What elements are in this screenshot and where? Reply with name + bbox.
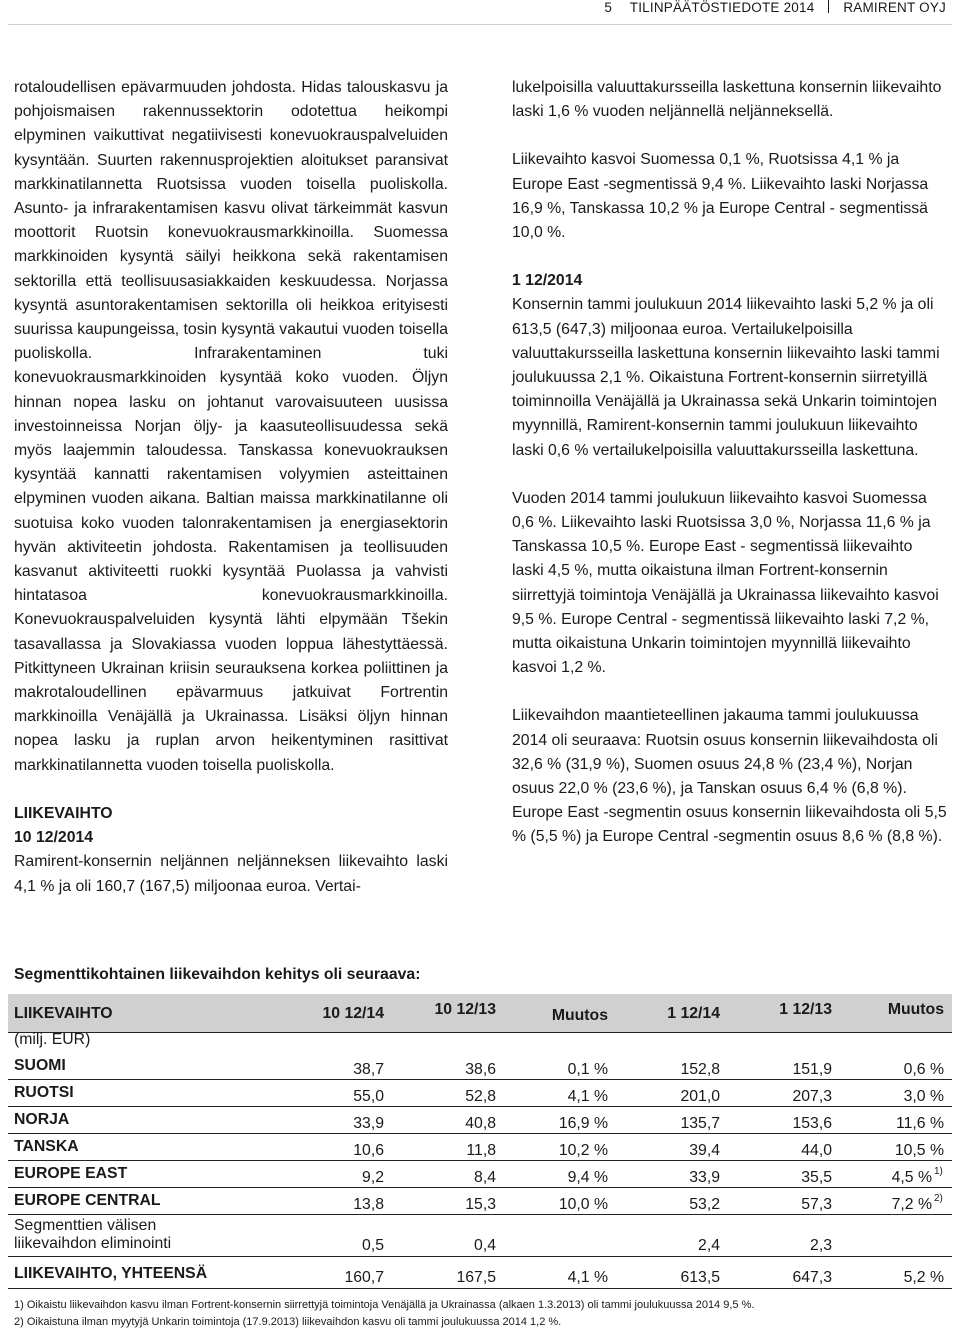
- geo-split-paragraph: Liikevaihdon maantieteellinen jakauma tammi joulukuussa 2014 oli seuraava: Ruotsin osuus konsernin liikevaihdosta oli 32,6 % (31,9 %), Suomen osuus 24,8 % (23,4 %), Norjan osuus 22,0 % (23,6 %), ja Tanskan osuus 6,4 % (6,8 %). Europe East -segmentin osuus konsernin liikevaihdosta oli 5,5 % (5,5 %) ja Europe Central -segmentin osuus 8,6 % (8,8 %).: [512, 707, 947, 846]
- q4-paragraph: Ramirent-konsernin neljännen neljänneksen liikevaihto laski 4,1 % ja oli 160,7 (167,5) miljoonaa euroa. Vertai-: [14, 853, 448, 895]
- table-cell: 0,1 %: [567, 1061, 608, 1078]
- table-cell: 10,6: [353, 1142, 384, 1159]
- table-cell: 11,6 %: [895, 1115, 944, 1132]
- table-cell: 2,4: [698, 1237, 720, 1254]
- footnote-1: 1) Oikaistu liikevaihdon kasvu ilman Fortrent-konsernin siirrettyjä toimintoja Venäjällä ja Ukrainassa (alkaen 1.3.2013) oli tammi joulukuussa 2014 9,5 %.: [14, 1299, 755, 1311]
- q4-subheading: 10 12/2014: [14, 829, 94, 847]
- table-cell: 4,1 %: [567, 1088, 608, 1105]
- row-label: EUROPE CENTRAL: [14, 1192, 161, 1209]
- table-cell: 207,3: [792, 1088, 832, 1105]
- footnote-marker: 2): [934, 1193, 943, 1204]
- table-cell: 16,9 %: [558, 1115, 608, 1132]
- header-separator: [828, 0, 829, 13]
- total-label: LIIKEVAIHTO, YHTEENSÄ: [14, 1265, 208, 1282]
- table-cell: 7,2 %: [891, 1196, 932, 1213]
- table-cell: 135,7: [680, 1115, 720, 1132]
- row-label: SUOMI: [14, 1057, 66, 1074]
- fy-segment-paragraph: Vuoden 2014 tammi joulukuun liikevaihto kasvoi Suomessa 0,6 %. Liikevaihto laski Ruotsissa 3,0 %, Norjassa 11,6 % ja Tanskassa 10,5 %. Europe East - segmentissä liikevaihto laski 4,5 %, mutta oikaistuna ilman Fortrent-konsernin siirrettyjä toimintoja Venäjällä ja Ukrainassa liikevaihto kasvoi 9,5 %. Europe Central - segmentissä liikevaihto laski 7,2 %, mutta oikaistuna Unkarin toimintojen myynnillä liikevaihto kasvoi 1,2 %.: [512, 489, 939, 677]
- col-header-q4-13: 10 12/13: [434, 1001, 496, 1018]
- total-cell: 613,5: [680, 1269, 720, 1286]
- fy-subheading: 1 12/2014: [512, 272, 583, 290]
- table-title: Segmenttikohtainen liikevaihdon kehitys oli seuraava:: [14, 966, 421, 983]
- left-column: [14, 76, 448, 899]
- table-cell: 201,0: [680, 1088, 720, 1105]
- total-cell: 5,2 %: [903, 1269, 944, 1286]
- table-cell: 33,9: [689, 1169, 720, 1186]
- table-header-label: LIIKEVAIHTO: [14, 1005, 113, 1022]
- section-heading: LIIKEVAIHTO: [14, 804, 113, 822]
- table-cell: 57,3: [801, 1196, 832, 1213]
- elim-label-line2: liikevaihdon eliminointi: [14, 1235, 172, 1252]
- row-label: NORJA: [14, 1111, 70, 1128]
- col-header-fy-14: 1 12/14: [667, 1005, 720, 1022]
- table-header-unit: (milj. EUR): [14, 1031, 91, 1048]
- table-cell: 0,5: [362, 1237, 384, 1254]
- fy-paragraph: Konsernin tammi joulukuun 2014 liikevaihto laski 5,2 % ja oli 613,5 (647,3) miljoonaa euroa. Vertailukelpoisilla valuuttakursseilla laskettuna konsernin liikevaihto laski tammi joulukuussa 2,1 %. Oikaistuna Fortrent-konsernin siirretyillä toiminnoilla Venäjällä ja Ukrainassa sekä Unkarin toimintojen myynnillä, Ramirent-konsernin tammi joulukuun liikevaihto laski 0,6 % vertailukelpoisilla valuuttakursseilla laskettuna.: [512, 296, 940, 459]
- table-rule: [8, 1032, 952, 1033]
- row-label: RUOTSI: [14, 1084, 74, 1101]
- right-column: [512, 76, 948, 850]
- row-label: TANSKA: [14, 1138, 79, 1155]
- total-cell: 167,5: [456, 1269, 496, 1286]
- table-cell: 153,6: [792, 1115, 832, 1132]
- table-cell: 13,8: [353, 1196, 384, 1213]
- table-cell: 53,2: [689, 1196, 720, 1213]
- table-cell: 52,8: [465, 1088, 496, 1105]
- table-cell: 10,0 %: [558, 1196, 608, 1213]
- segment-table: [0, 994, 960, 1286]
- table-cell: 33,9: [353, 1115, 384, 1132]
- table-cell: 35,5: [801, 1169, 832, 1186]
- table-cell: 38,6: [465, 1061, 496, 1078]
- comparable-paragraph: lukelpoisilla valuuttakursseilla laskettuna konsernin liikevaihto laski 1,6 % vuoden neljännellä neljänneksellä.: [512, 79, 942, 121]
- table-row-rule: [8, 1256, 952, 1257]
- table-cell: 3,0 %: [903, 1088, 944, 1105]
- table-cell: 0,4: [474, 1237, 496, 1254]
- table-cell: 55,0: [353, 1088, 384, 1105]
- table-row-rule: [8, 1106, 952, 1107]
- table-cell: 39,4: [689, 1142, 720, 1159]
- table-row-rule: [8, 1160, 952, 1161]
- segment-q4-paragraph: Liikevaihto kasvoi Suomessa 0,1 %, Ruotsissa 4,1 % ja Europe East -segmentissä 9,4 %. Liikevaihto laski Norjassa 16,9 %, Tanskassa 10,2 % ja Europe Central - segmentissä 10,0 %.: [512, 151, 929, 242]
- table-row-rule: [8, 1187, 952, 1188]
- market-paragraph: rotaloudellisen epävarmuuden johdosta. Hidas talouskasvu ja pohjoismaisen rakennussektorin odotettua heikompi elpyminen vaikuttivat negatiivisesti konevuokrauspalveluiden kysyntään. Suurten rakennusprojektien aloitukset paransivat markkinatilannetta Ruotsissa vuoden toisella puoliskolla. Asunto- ja infrarakentamisen kasvu olivat tärkeimmät kasvun moottorit Ruotsin konevuokrausmarkkinoilla. Suomessa markkinoiden kysyntä säilyi heikkona sekä rakentamisen sektorilla että teollisuusasiakkaiden keskuudessa. Norjassa kysyntä asuntorakentamisen sektorilla oli heikkoa erityisesti suurissa kaupungeissa, tosin kysyntä vakautui vuoden toisella puoliskolla. Infrarakentaminen tuki konevuokrausmarkkinoiden kysyntää koko vuoden. Öljyn hinnan nopea lasku on johtanut varovaisuuteen uusissa investoinneissa Norjan öljy- ja kaasuteollisuudessa sekä myös laajemmin taloudessa. Tanskassa konevuokrauksen kysyntää kannatti rakentamisen volyymien asteittainen elpyminen vuoden aikana. Baltian maissa markkinatilanne oli suotuisa koko vuoden talonrakentamisen ja energiasektorin hyvän aktiviteetin johdosta. Rakentamisen ja teollisuuden kasvanut aktiviteetti ruokki kysyntää Puolassa ja vahvisti hintatasoa konevuokrausmarkkinoilla. Konevuokrauspalveluiden kysyntä lähti elpymään Tšekin tasavallassa ja Slovakiassa vuoden loppua lähestyttäessä. Pitkittyneen Ukrainan kriisin seurauksena korkea poliittinen ja makrotaloudellinen epävarmuus jatkuivat Fortrentin markkinoilla Venäjällä ja Ukrainassa. Lisäksi öljyn hinnan nopea lasku ja ruplan arvon heikentyminen rasittivat markkinatilannetta vuoden toisella puoliskolla.: [14, 79, 448, 774]
- table-cell: 8,4: [474, 1169, 496, 1186]
- footnote-2: 2) Oikaistuna ilman myytyjä Unkarin toimintoja (17.9.2013) liikevaihdon kasvu oli tammi joulukuussa 2014 1,2 %.: [14, 1316, 562, 1328]
- table-cell: 4,5 %: [891, 1169, 932, 1186]
- table-cell: 9,2: [362, 1169, 384, 1186]
- table-cell: 151,9: [792, 1061, 832, 1078]
- col-header-fy-13: 1 12/13: [779, 1001, 832, 1018]
- table-cell: 15,3: [465, 1196, 496, 1213]
- total-cell: 160,7: [344, 1269, 384, 1286]
- table-cell: 40,8: [465, 1115, 496, 1132]
- row-label: EUROPE EAST: [14, 1165, 128, 1182]
- table-cell: 9,4 %: [567, 1169, 608, 1186]
- elim-label-line1: Segmenttien välisen: [14, 1217, 157, 1234]
- footnote-marker: 1): [934, 1166, 943, 1177]
- table-cell: 10,5 %: [894, 1142, 944, 1159]
- table-cell: 11,8: [466, 1142, 496, 1159]
- table-bottom-rule: [8, 1288, 952, 1289]
- table-cell: 152,8: [680, 1061, 720, 1078]
- document-title: TILINPÄÄTÖSTIEDOTE 2014: [629, 0, 815, 15]
- table-cell: 38,7: [353, 1061, 384, 1078]
- header-rule: [8, 24, 952, 25]
- col-header-q4-14: 10 12/14: [322, 1005, 384, 1022]
- total-cell: 4,1 %: [567, 1269, 608, 1286]
- page-number: 5: [604, 0, 613, 15]
- table-row-rule: [8, 1214, 952, 1215]
- col-header-change-q4: Muutos: [551, 1007, 608, 1024]
- table-row-rule: [8, 1133, 952, 1134]
- table-cell: 0,6 %: [903, 1061, 944, 1078]
- col-header-change-fy: Muutos: [887, 1001, 944, 1018]
- page-header: [604, 0, 946, 18]
- company-name: RAMIRENT OYJ: [843, 0, 946, 15]
- table-cell: 10,2 %: [558, 1142, 608, 1159]
- table-cell: 44,0: [801, 1142, 832, 1159]
- table-cell: 2,3: [810, 1237, 832, 1254]
- total-cell: 647,3: [792, 1269, 832, 1286]
- table-row-rule: [8, 1079, 952, 1080]
